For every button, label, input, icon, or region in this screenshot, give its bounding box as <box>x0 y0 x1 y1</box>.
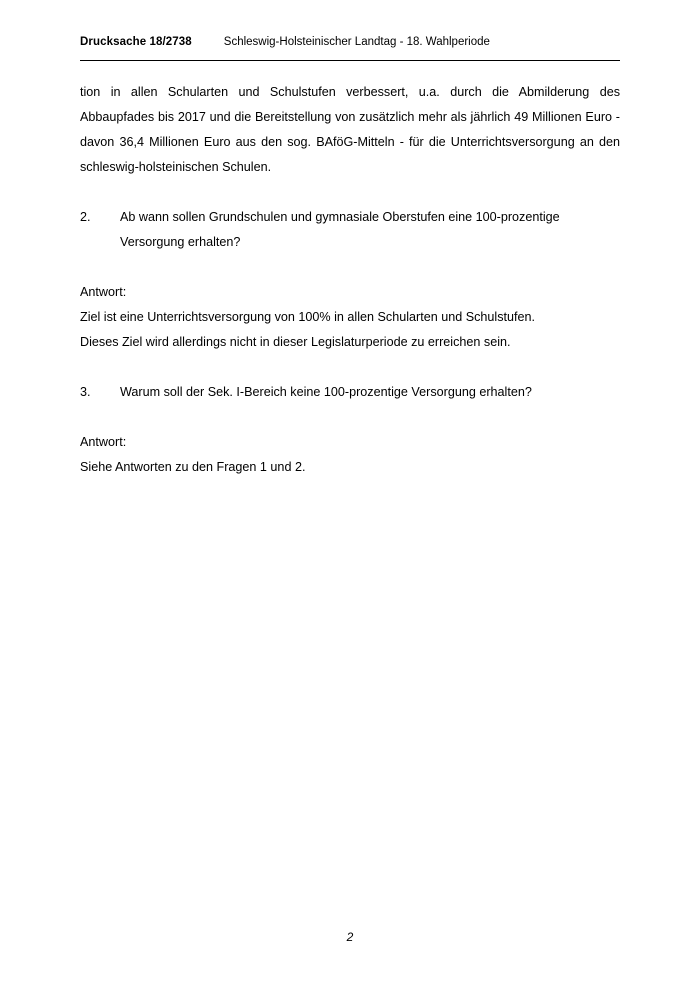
spacer <box>80 180 620 205</box>
answer-label-1: Antwort: <box>80 285 127 299</box>
question-3-text: Warum soll der Sek. I-Bereich keine 100-prozentige Versorgung erhalten? <box>120 385 532 399</box>
header-drucksache-number: Drucksache 18/2738 <box>80 36 192 48</box>
question-2-text: Ab wann sollen Grundschulen und gymnasiale Oberstufen eine 100-prozentige Versorgung erhalten? <box>120 210 560 249</box>
answer-2-line-2: Dieses Ziel wird allerdings nicht in dieser Legislaturperiode zu erreichen sein. <box>80 335 511 349</box>
spacer <box>80 355 620 380</box>
document-body <box>80 80 620 480</box>
question-2 <box>80 205 620 255</box>
question-3-number: 3. <box>80 385 91 399</box>
page-header <box>80 36 620 48</box>
header-divider <box>80 60 620 61</box>
header-parliament-title: Schleswig-Holsteinischer Landtag - 18. Wahlperiode <box>223 36 490 48</box>
spacer <box>80 405 620 430</box>
page-number: 2 <box>346 930 354 944</box>
question-2-number: 2. <box>80 210 91 224</box>
question-3 <box>80 380 620 405</box>
answer-2-line-1: Ziel ist eine Unterrichtsversorgung von 100% in allen Schularten und Schulstufen. <box>80 310 536 324</box>
continued-paragraph: tion in allen Schularten und Schulstufen verbessert, u.a. durch die Abmilderung des Abbaupfades bis 2017 und die Bereitstellung von zusätzlich mehr als jährlich 49 Millionen Euro - davon 36,4 Millionen Euro aus den sog. BAföG-Mitteln - für die Unterrichtsversorgung an den schleswig-holsteinischen Schulen. <box>80 85 620 174</box>
answer-label-2: Antwort: <box>80 435 127 449</box>
answer-3-line-1: Siehe Antworten zu den Fragen 1 und 2. <box>80 460 306 474</box>
spacer <box>80 255 620 280</box>
